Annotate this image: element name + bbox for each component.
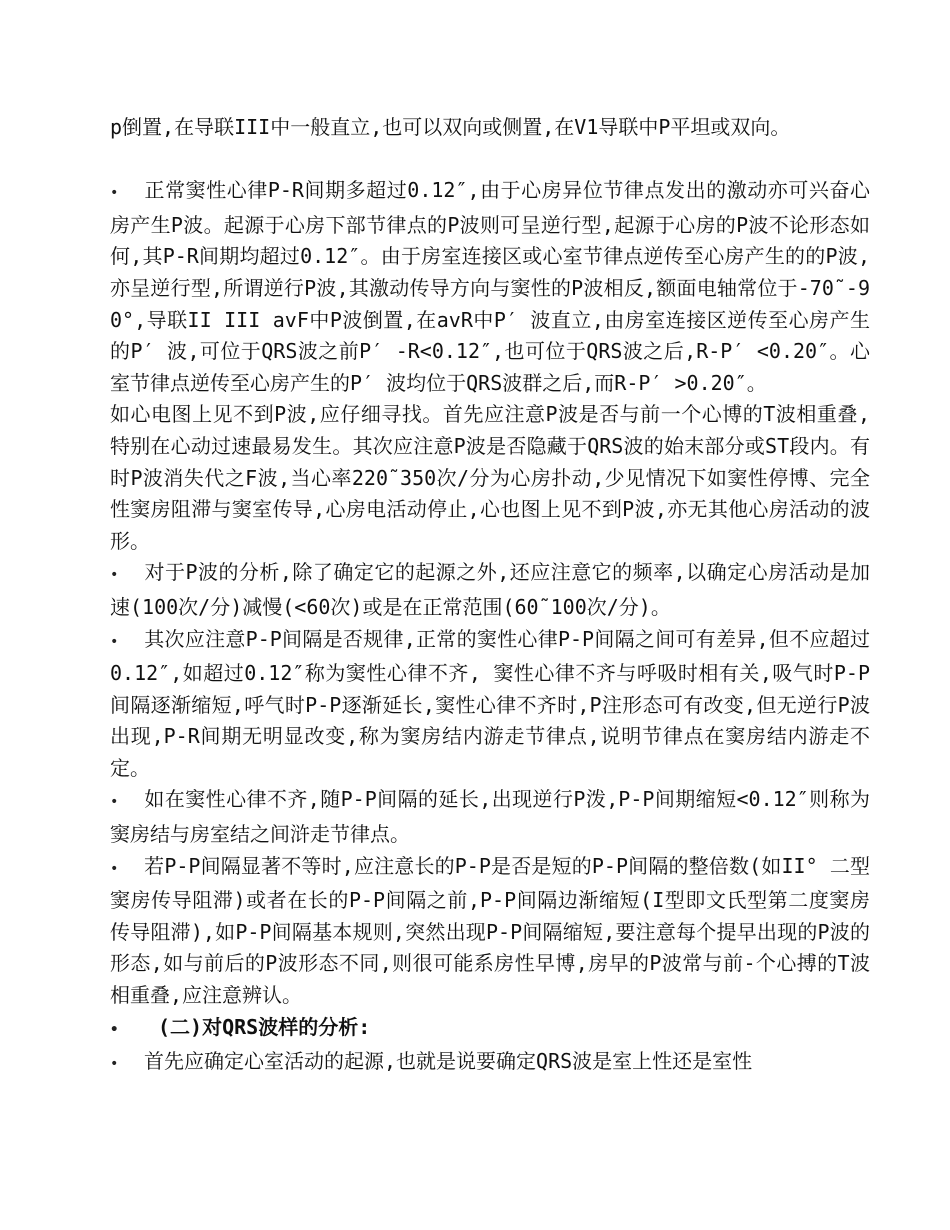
paragraph-text: 首先应确定心室活动的起源,也就是说要确定QRS波是室上性还是室性: [144, 1049, 753, 1074]
bullet-icon: •: [110, 633, 119, 650]
paragraph-0: [110, 112, 870, 144]
paragraph-text: 正常窦性心律P-R间期多超过0.12″,由于心房异位节律点发出的激动亦可兴奋心房产生P波。起源于心房下部节律点的P波则可呈逆行型,起源于心房的P波不论形态如何,其P-R间期均超过0.12″。由于房室连接区或心室节律点逆传至心房产生的的P波,亦呈逆行型,所谓逆行P波,其激动传导方向与窦性的P波相反,额面电轴常位于-70˜-90°,导联II III avF中P波倒置,在avR中P′ 波直立,由房室连接区逆传至心房产生的P′ 波,可位于QRS波之前P′ -R<0.12″,也可位于QRS波之后,R-P′ <0.20″。心室节律点逆传至心房产生的P′ 波均位于QRS波群之后,而R-P′ >0.20″。: [110, 178, 870, 395]
paragraph-5: [110, 784, 870, 850]
bullet-icon: •: [110, 567, 119, 584]
bullet-icon: •: [110, 1021, 119, 1038]
paragraph-3: [110, 557, 870, 623]
bullet-icon: •: [110, 185, 119, 202]
paragraph-text: 如心电图上见不到P波,应仔细寻找。首先应注意P波是否与前一个心博的T波相重叠,特别在心动过速最易发生。其次应注意P波是否隐藏于QRS波的始末部分或ST段内。有时P波消失代之F波,当心率220˜350次/分为心房扑动,少见情况下如窦性停博、完全性窦房阻滞与窦室传导,心房电活动停止,心也图上见不到P波,亦无其他心房活动的波形。: [110, 402, 870, 553]
bullet-icon: •: [110, 860, 119, 877]
paragraph-6: [110, 851, 870, 1012]
section-heading: [110, 1012, 870, 1047]
paragraph-text: 如在窦性心律不齐,随P-P间隔的延长,出现逆行P泼,P-P间期缩短<0.12″则称为窦房结与房室结之间浒走节律点。: [110, 787, 870, 847]
paragraph-text: p倒置,在导联III中一般直立,也可以双向或侧置,在V1导联中P平坦或双向。: [110, 115, 791, 139]
section-heading-text: (二)对QRS波样的分析:: [158, 1014, 371, 1039]
paragraph-4: [110, 624, 870, 785]
paragraph-text: 其次应注意P-P间隔是否规律,正常的窦性心律P-P间隔之间可有差异,但不应超过0.12″,如超过0.12″称为窦性心律不齐, 窦性心律不齐与呼吸时相有关,吸气时P-P间隔逐渐缩短,呼气时P-P逐渐延长,窦性心律不齐时,P注形态可有改变,但无逆行P波出现,P-R间期无明显改变,称为窦房结内游走节律点,说明节律点在窦房结内游走不定。: [110, 626, 870, 780]
paragraph-2: [110, 399, 870, 557]
paragraph-gap: [110, 144, 870, 176]
paragraph-1: [110, 175, 870, 399]
bullet-icon: •: [110, 1056, 119, 1073]
paragraph-8: [110, 1046, 870, 1081]
paragraph-text: 若P-P间隔显著不等时,应注意长的P-P是否是短的P-P间隔的整倍数(如II° 二型窦房传导阻滞)或者在长的P-P间隔之前,P-P间隔边渐缩短(I型即文氏型第二度窦房传导阻滞),如P-P间隔基本规则,突然出现P-P间隔缩短,要注意每个提早出现的P波的形态,如与前后的P波形态不同,则很可能系房性早博,房早的P波常与前-个心搏的T波相重叠,应注意辨认。: [110, 853, 870, 1008]
paragraph-text: 对于P波的分析,除了确定它的起源之外,还应注意它的频率,以确定心房活动是加速(100次/分)减慢(<60次)或是在正常范围(60˜100次/分)。: [110, 560, 870, 619]
document-body: [110, 112, 870, 1081]
bullet-icon: •: [110, 794, 119, 811]
